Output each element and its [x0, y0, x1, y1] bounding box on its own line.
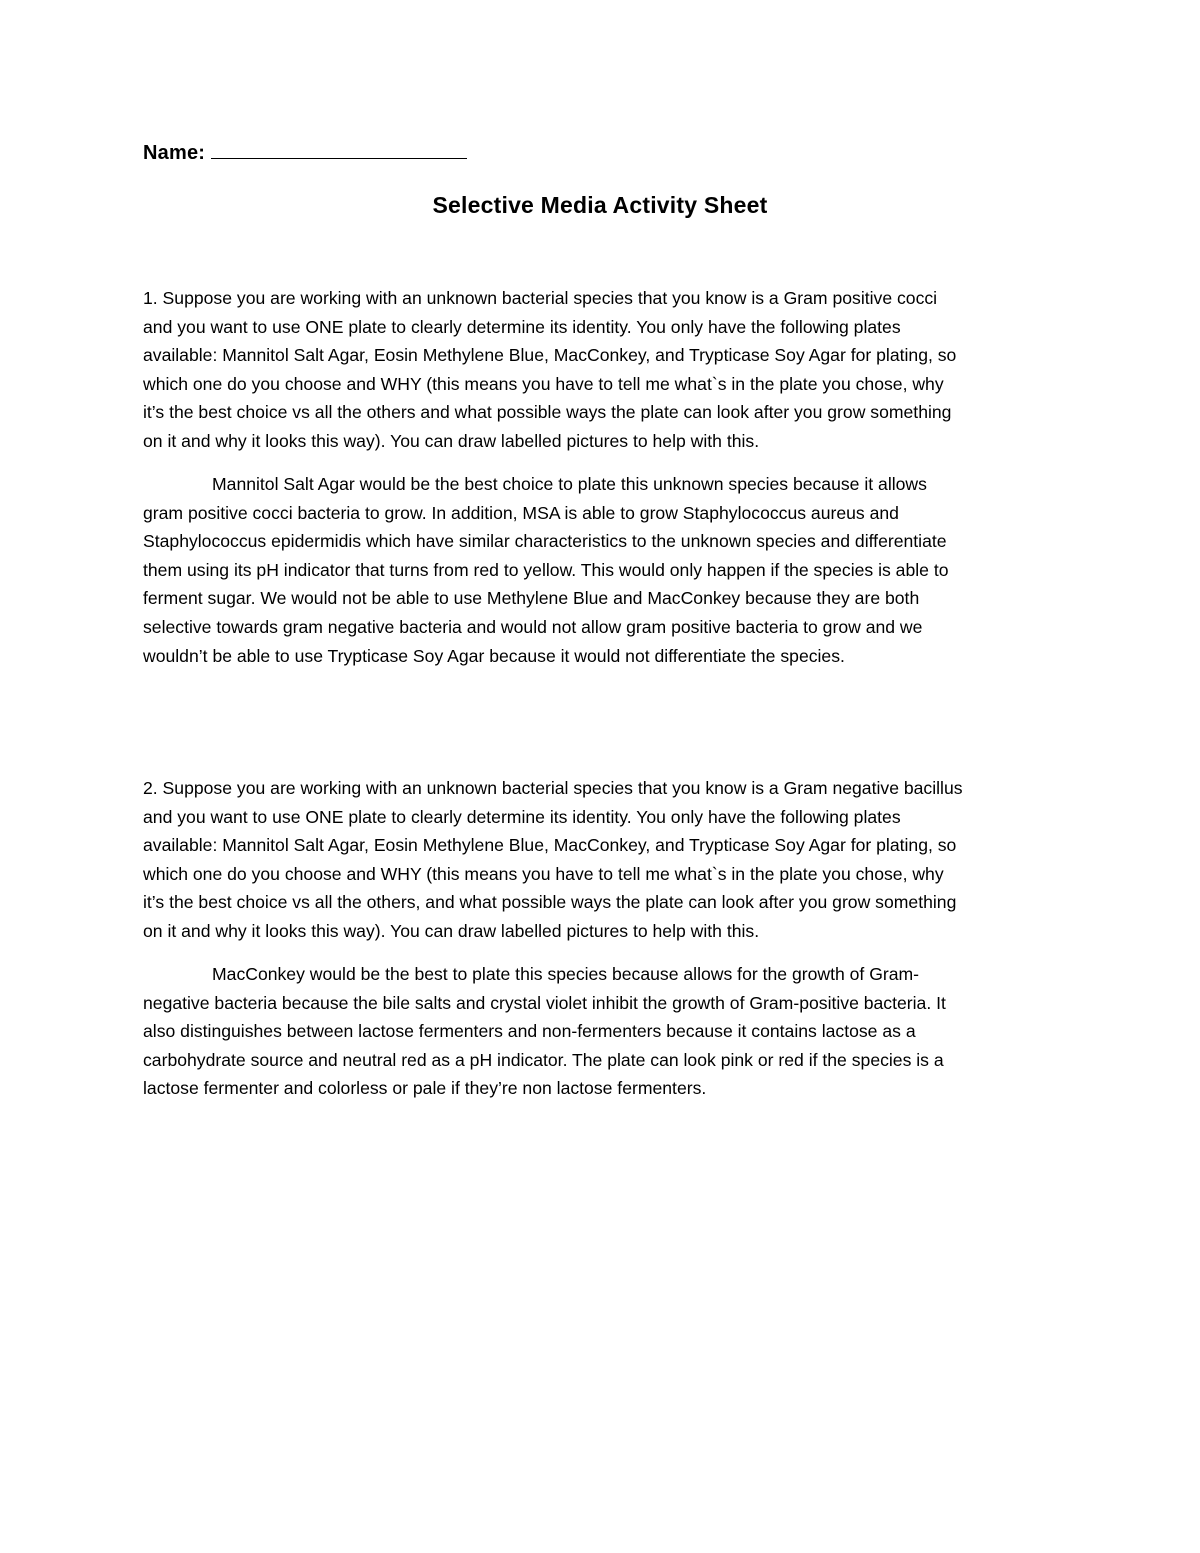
answer-1-line: Mannitol Salt Agar would be the best choice to plate this unknown species because it allows	[212, 474, 927, 494]
name-blank-line[interactable]	[211, 140, 467, 159]
answer-1	[143, 470, 1063, 670]
question-1-line: it’s the best choice vs all the others and what possible ways the plate can look after you grow something	[143, 402, 952, 423]
question-2-line: which one do you choose and WHY (this means you have to tell me what`s in the plate you chose, why	[143, 863, 944, 884]
answer-2-line: also distinguishes between lactose fermenters and non-fermenters because it contains lactose as a	[143, 1021, 916, 1042]
name-label: Name:	[143, 142, 206, 164]
question-2-line: on it and why it looks this way). You can draw labelled pictures to help with this.	[143, 920, 760, 941]
question-1-line: 1. Suppose you are working with an unknown bacterial species that you know is a Gram positive cocci	[143, 288, 938, 308]
question-1-line: on it and why it looks this way). You can draw labelled pictures to help with this.	[143, 430, 760, 451]
question-1-line: available: Mannitol Salt Agar, Eosin Methylene Blue, MacConkey, and Trypticase Soy Agar for plating, so	[143, 345, 957, 366]
answer-1-line: ferment sugar. We would not be able to use Methylene Blue and MacConkey because they are both	[143, 588, 920, 609]
answer-2-line: lactose fermenter and colorless or pale if they’re non lactose fermenters.	[143, 1078, 707, 1099]
answer-2	[143, 960, 1063, 1103]
answer-1-line: selective towards gram negative bacteria and would not allow gram positive bacteria to grow and we	[143, 616, 923, 637]
question-2-line: 2. Suppose you are working with an unknown bacterial species that you know is a Gram negative bacillus	[143, 778, 963, 798]
answer-2-line: carbohydrate source and neutral red as a pH indicator. The plate can look pink or red if the species is a	[143, 1049, 944, 1070]
answer-1-line: wouldn’t be able to use Trypticase Soy Agar because it would not differentiate the species.	[143, 645, 845, 666]
answer-2-line: MacConkey would be the best to plate this species because allows for the growth of Gram-	[212, 964, 920, 984]
answer-1-line: gram positive cocci bacteria to grow. In addition, MSA is able to grow Staphylococcus aureus and	[143, 502, 899, 523]
question-2-line: available: Mannitol Salt Agar, Eosin Methylene Blue, MacConkey, and Trypticase Soy Agar for plating, so	[143, 835, 957, 856]
question-2-line: it’s the best choice vs all the others, and what possible ways the plate can look after you grow something	[143, 892, 957, 913]
page-title: Selective Media Activity Sheet	[432, 192, 768, 218]
name-field-row	[143, 140, 467, 165]
question-1-line: and you want to use ONE plate to clearly determine its identity. You only have the following plates	[143, 316, 901, 337]
question-2	[143, 774, 1063, 946]
question-1	[143, 284, 1063, 456]
answer-1-line: Staphylococcus epidermidis which have similar characteristics to the unknown species and differentiate	[143, 531, 947, 552]
question-1-line: which one do you choose and WHY (this means you have to tell me what`s in the plate you chose, why	[143, 373, 944, 394]
answer-2-line: negative bacteria because the bile salts and crystal violet inhibit the growth of Gram-positive bacteria. It	[143, 992, 946, 1013]
answer-1-line: them using its pH indicator that turns from red to yellow. This would only happen if the species is able to	[143, 559, 949, 580]
question-2-line: and you want to use ONE plate to clearly determine its identity. You only have the following plates	[143, 806, 901, 827]
